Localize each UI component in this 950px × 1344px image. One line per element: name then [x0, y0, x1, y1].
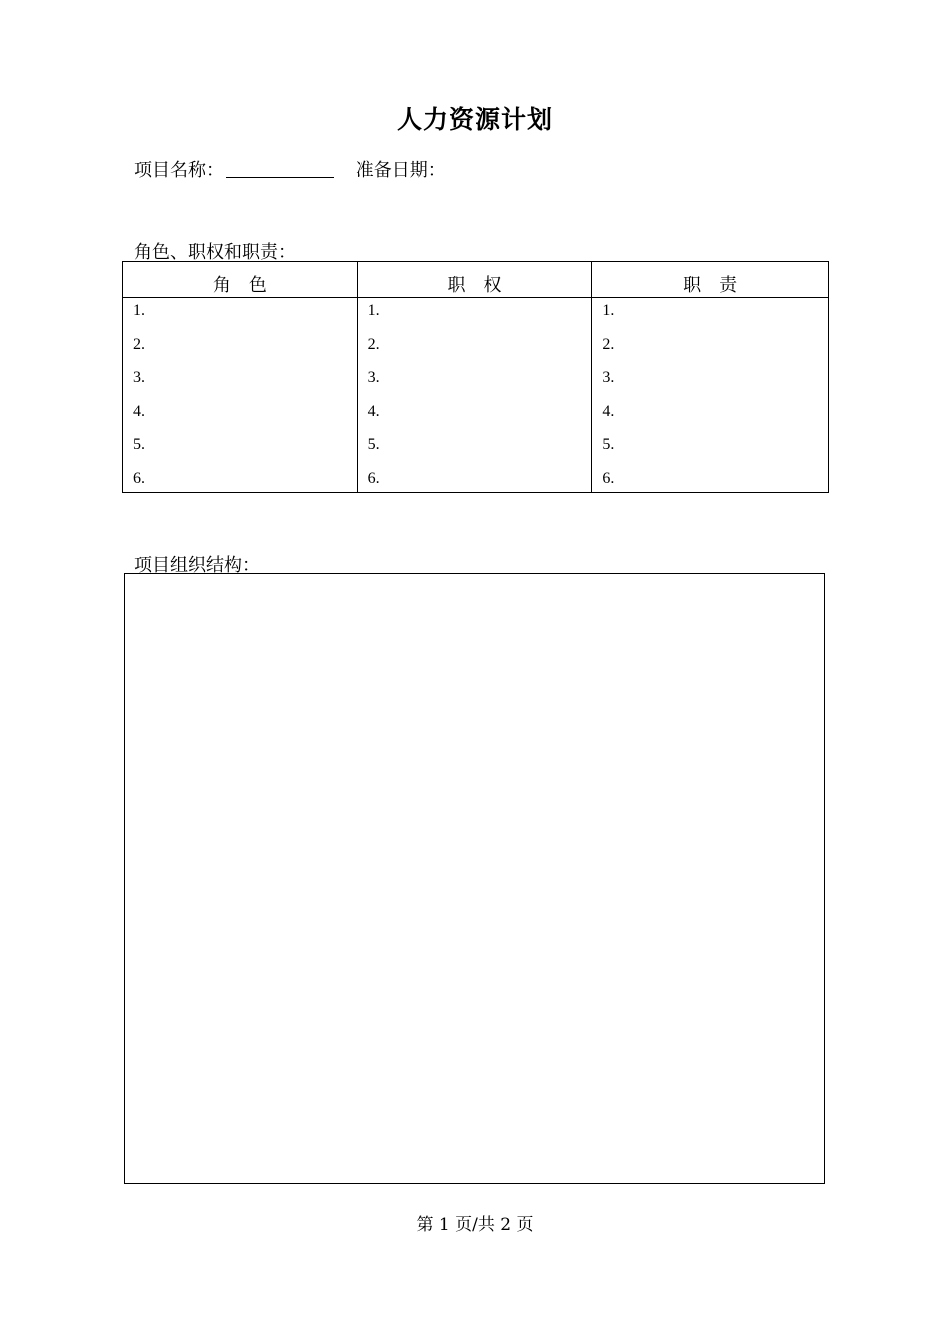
- table-row: [123, 298, 829, 332]
- project-meta-line: [134, 156, 446, 182]
- project-name-field[interactable]: [226, 157, 334, 178]
- org-structure-box[interactable]: [124, 573, 825, 1184]
- role-cell[interactable]: 3.: [123, 365, 358, 399]
- responsibility-cell[interactable]: 1.: [592, 298, 829, 332]
- authority-cell[interactable]: 3.: [357, 365, 592, 399]
- table-row: [123, 332, 829, 366]
- table-header-row: [123, 262, 829, 298]
- responsibility-cell[interactable]: 2.: [592, 332, 829, 366]
- roles-section-label: 角色、职权和职责：: [134, 242, 296, 263]
- authority-cell[interactable]: 2.: [357, 332, 592, 366]
- authority-cell[interactable]: 4.: [357, 399, 592, 433]
- responsibility-cell[interactable]: 4.: [592, 399, 829, 433]
- role-cell[interactable]: 4.: [123, 399, 358, 433]
- org-structure-label: 项目组织结构：: [134, 555, 260, 576]
- project-name-label: 项目名称：: [134, 160, 224, 181]
- role-cell[interactable]: 2.: [123, 332, 358, 366]
- table-row: [123, 399, 829, 433]
- role-cell[interactable]: 1.: [123, 298, 358, 332]
- responsibility-cell[interactable]: 6.: [592, 466, 829, 493]
- role-cell[interactable]: 5.: [123, 432, 358, 466]
- page-title: 人力资源计划: [396, 105, 553, 134]
- header-role: 角 色: [123, 262, 358, 298]
- responsibility-cell[interactable]: 3.: [592, 365, 829, 399]
- table-row: [123, 365, 829, 399]
- prep-date-label: 准备日期：: [355, 160, 446, 181]
- page-footer: 第 1 页/共 2 页: [416, 1215, 534, 1235]
- role-cell[interactable]: 6.: [123, 466, 358, 493]
- header-authority: 职 权: [357, 262, 592, 298]
- authority-cell[interactable]: 5.: [357, 432, 592, 466]
- roles-table: [122, 261, 829, 493]
- header-responsibility: 职 责: [592, 262, 829, 298]
- authority-cell[interactable]: 1.: [357, 298, 592, 332]
- table-row: [123, 432, 829, 466]
- authority-cell[interactable]: 6.: [357, 466, 592, 493]
- responsibility-cell[interactable]: 5.: [592, 432, 829, 466]
- table-row: [123, 466, 829, 493]
